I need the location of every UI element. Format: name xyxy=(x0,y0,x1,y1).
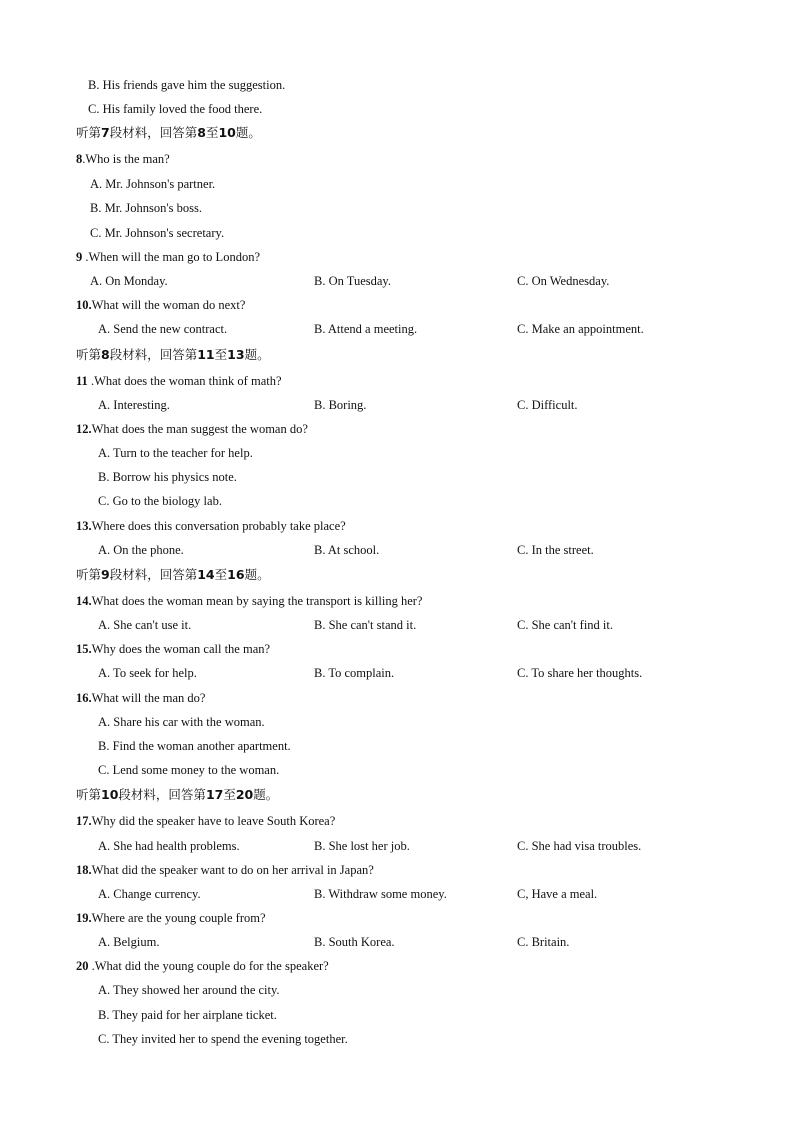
option-a: A. She can't use it. xyxy=(98,618,192,632)
question-12: 12.What does the man suggest the woman do? xyxy=(76,422,308,436)
section-header: 听第9段材料，回答第14至16题。 xyxy=(76,567,270,582)
option-c: C. She can't find it. xyxy=(517,618,613,632)
question-8: 8.Who is the man? xyxy=(76,152,170,166)
option-c: C. Lend some money to the woman. xyxy=(98,763,280,777)
option-a: A. Mr. Johnson's partner. xyxy=(90,177,216,191)
option-b: B. Withdraw some money. xyxy=(314,887,447,901)
option-b: B. Attend a meeting. xyxy=(314,322,418,336)
option-c: C. His family loved the food there. xyxy=(88,102,263,116)
option-a: A. On the phone. xyxy=(98,543,184,557)
option-c: C. They invited her to spend the evening together. xyxy=(98,1032,348,1046)
question-9: 9 .When will the man go to London? xyxy=(76,250,260,264)
option-b: B. She can't stand it. xyxy=(314,618,417,632)
option-b: B. South Korea. xyxy=(314,935,395,949)
option-c: C. Difficult. xyxy=(517,398,578,412)
option-b: B. To complain. xyxy=(314,666,395,680)
question-18: 18.What did the speaker want to do on her arrival in Japan? xyxy=(76,863,374,877)
option-c: C. In the street. xyxy=(517,543,594,557)
question-14: 14.What does the woman mean by saying the transport is killing her? xyxy=(76,594,423,608)
option-a: A. On Monday. xyxy=(90,274,168,288)
option-b: B. On Tuesday. xyxy=(314,274,391,288)
section-header: 听第7段材料，回答第8至10题。 xyxy=(76,125,261,140)
question-16: 16.What will the man do? xyxy=(76,691,206,705)
option-b: B. His friends gave him the suggestion. xyxy=(88,78,286,92)
option-c: C. She had visa troubles. xyxy=(517,839,642,853)
option-a: A. Send the new contract. xyxy=(98,322,228,336)
option-c: C. Mr. Johnson's secretary. xyxy=(90,226,225,240)
option-c: C, Have a meal. xyxy=(517,887,598,901)
question-11: 11 .What does the woman think of math? xyxy=(76,374,282,388)
question-20: 20 .What did the young couple do for the speaker? xyxy=(76,959,329,973)
section-header: 听第8段材料，回答第11至13题。 xyxy=(76,347,270,362)
option-a: A. Share his car with the woman. xyxy=(98,715,265,729)
option-a: A. To seek for help. xyxy=(98,666,197,680)
option-a: A. Belgium. xyxy=(98,935,160,949)
question-19: 19.Where are the young couple from? xyxy=(76,911,266,925)
option-c: C. Make an appointment. xyxy=(517,322,644,336)
question-10: 10.What will the woman do next? xyxy=(76,298,246,312)
option-b: B. Borrow his physics note. xyxy=(98,470,237,484)
section-header: 听第10段材料，回答第17至20题。 xyxy=(76,787,279,802)
option-a: A. They showed her around the city. xyxy=(98,983,280,997)
option-b: B. She lost her job. xyxy=(314,839,410,853)
option-a: A. She had health problems. xyxy=(98,839,240,853)
option-b: B. Mr. Johnson's boss. xyxy=(90,201,202,215)
question-15: 15.Why does the woman call the man? xyxy=(76,642,271,656)
option-c: C. On Wednesday. xyxy=(517,274,610,288)
option-a: A. Interesting. xyxy=(98,398,170,412)
question-17: 17.Why did the speaker have to leave South Korea? xyxy=(76,814,336,828)
option-c: C. Britain. xyxy=(517,935,570,949)
option-b: B. Find the woman another apartment. xyxy=(98,739,291,753)
option-c: C. Go to the biology lab. xyxy=(98,494,222,508)
option-b: B. Boring. xyxy=(314,398,367,412)
option-c: C. To share her thoughts. xyxy=(517,666,643,680)
option-a: A. Turn to the teacher for help. xyxy=(98,446,253,460)
option-a: A. Change currency. xyxy=(98,887,201,901)
option-b: B. They paid for her airplane ticket. xyxy=(98,1008,277,1022)
option-b: B. At school. xyxy=(314,543,380,557)
question-13: 13.Where does this conversation probably take place? xyxy=(76,519,346,533)
